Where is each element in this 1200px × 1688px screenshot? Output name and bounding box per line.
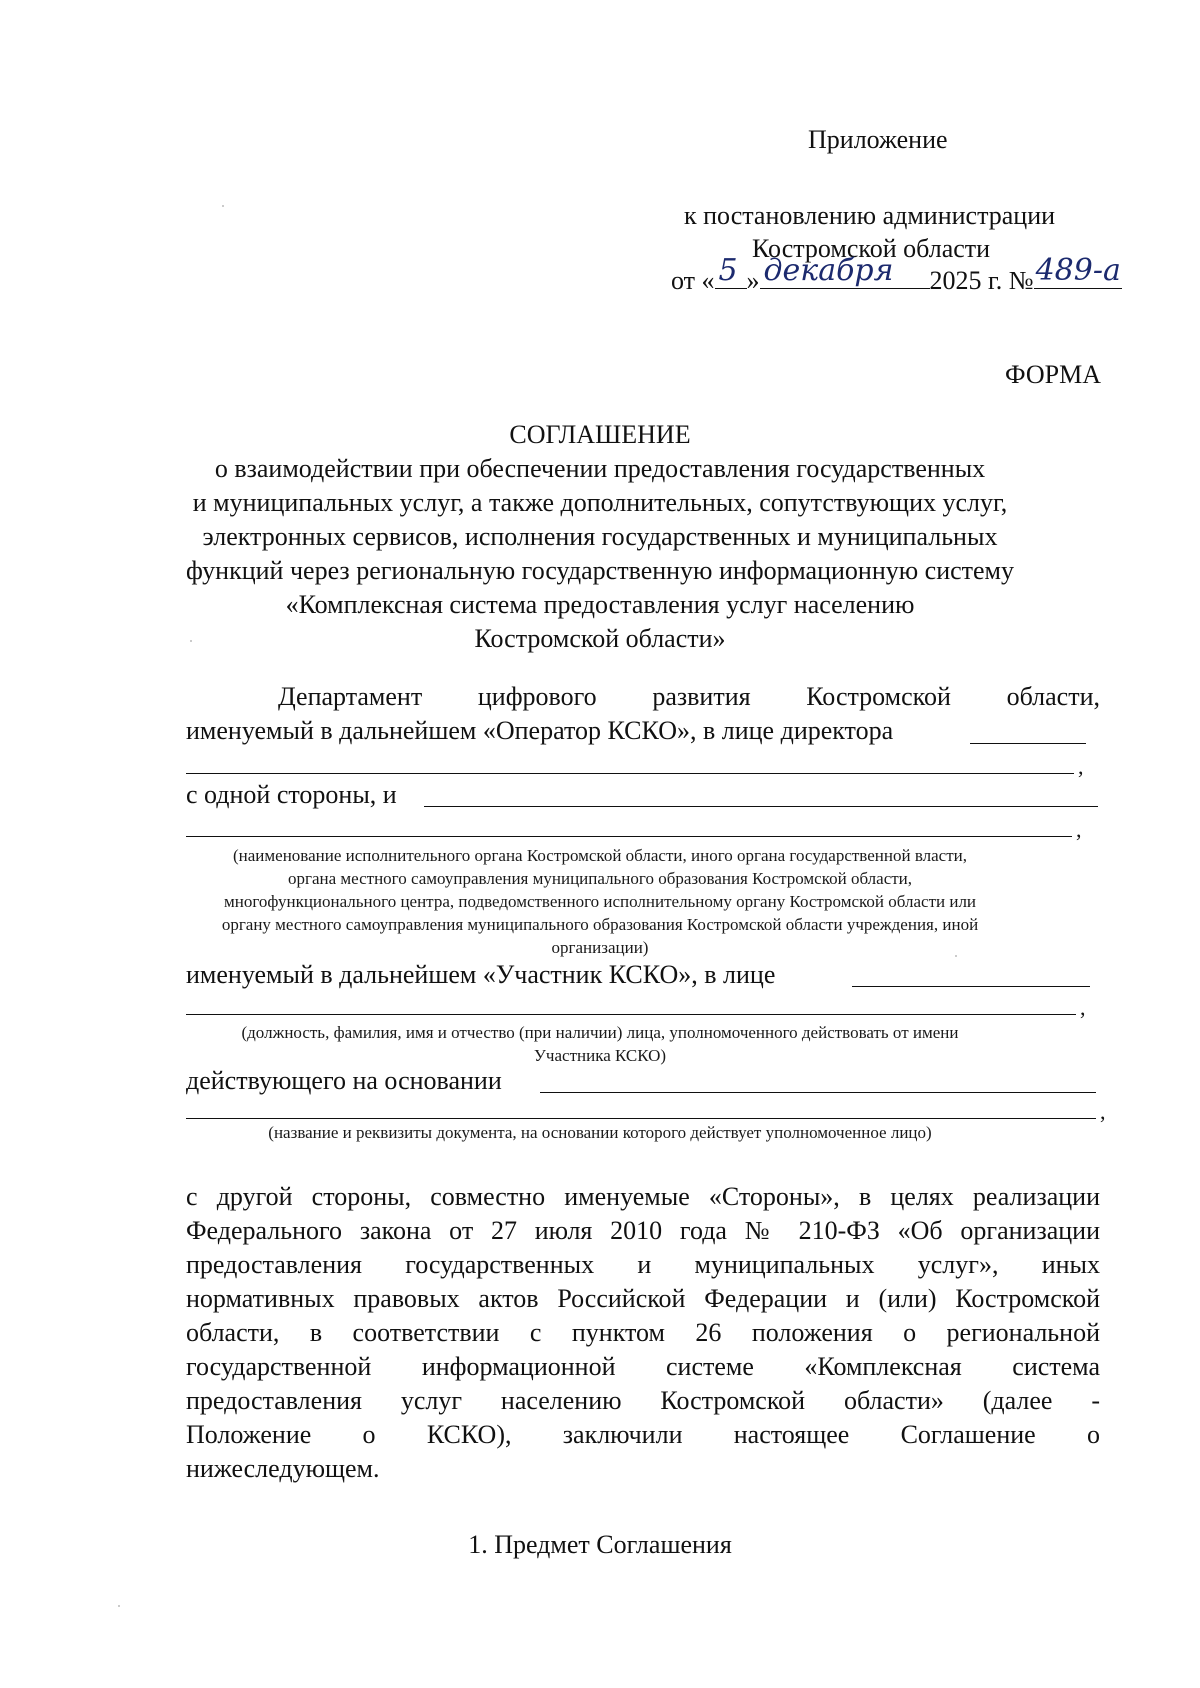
day-field [715, 253, 747, 289]
body-line: предоставления услуг населению Костромской области» (далее - [186, 1386, 1100, 1415]
form-label: ФОРМА [1005, 360, 1101, 389]
scan-speck [222, 205, 224, 207]
agreement-heading: СОГЛАШЕНИЕ [509, 420, 691, 449]
comma: , [1078, 754, 1084, 779]
body-line: предоставления государственных и муниципальных услуг», иных [186, 1250, 1100, 1279]
note-person-line: (должность, фамилия, имя и отчество (при наличии) лица, уполномоченного действовать от имени [241, 1023, 959, 1042]
body-last-line: нижеследующем. [186, 1454, 380, 1483]
basis-label: действующего на основании [186, 1066, 502, 1095]
comma: , [1076, 817, 1082, 842]
note-org-line: многофункционального центра, подведомственного исполнительному органу Костромской области или [223, 892, 977, 911]
date-prefix: от « [671, 266, 715, 295]
month-handwritten: декабря [763, 253, 894, 288]
title-line: Костромской области» [474, 624, 726, 653]
representative-line-2 [186, 1014, 1076, 1015]
number-field [1034, 253, 1122, 289]
body-line: государственной информационной системе «Комплексная система [186, 1352, 1100, 1381]
region-line: Костромской области [752, 234, 991, 263]
title-line: о взаимодействии при обеспечении предоставления государственных [214, 454, 986, 483]
note-document: (название и реквизиты документа, на основании которого действует уполномоченное лицо) [268, 1123, 932, 1142]
note-org-line: органу местного самоуправления муниципального образования Костромской области учреждения, иной [221, 915, 979, 934]
basis-document-line [540, 1092, 1096, 1093]
body-line: области, в соответствии с пунктом 26 положения о региональной [186, 1318, 1100, 1347]
participant-org-line-2 [186, 836, 1072, 837]
body-line: Федерального закона от 27 июля 2010 года № 210-ФЗ «Об организации [186, 1216, 1100, 1245]
comma: , [1080, 995, 1086, 1020]
number-handwritten: 489-а [1035, 253, 1121, 288]
title-line: «Комплексная система предоставления услуг населению [285, 590, 915, 619]
body-line: с другой стороны, совместно именуемые «Стороны», в целях реализации [186, 1182, 1100, 1211]
party-one-line1: Департамент цифрового развития Костромской области, [278, 682, 1100, 711]
note-org-line: организации) [551, 938, 649, 957]
date-line [671, 253, 1122, 296]
title-line: и муниципальных услуг, а также дополнительных, сопутствующих услуг, [192, 488, 1008, 517]
note-org-line: органа местного самоуправления муниципального образования Костромской области, [287, 869, 913, 888]
director-name-line-2 [186, 773, 1074, 774]
appendix-label: Приложение [808, 125, 948, 154]
title-line: электронных сервисов, исполнения государственных и муниципальных [202, 522, 998, 551]
section-1-heading: 1. Предмет Соглашения [468, 1530, 732, 1559]
body-line: нормативных правовых актов Российской Федерации и (или) Костромской [186, 1284, 1100, 1313]
note-person-line: Участника КСКО) [533, 1046, 667, 1065]
representative-line [852, 986, 1090, 987]
participant-org-line [424, 806, 1098, 807]
title-line: функций через региональную государственную информационную систему [185, 556, 1015, 585]
basis-document-line-2 [186, 1118, 1096, 1119]
scan-speck [118, 1605, 120, 1607]
day-handwritten: 5 [718, 253, 738, 288]
comma: , [1100, 1099, 1106, 1124]
resolution-line: к постановлению администрации [684, 201, 1056, 230]
day-close: » [746, 266, 760, 295]
month-field [760, 253, 930, 289]
side-one-label: с одной стороны, и [186, 780, 397, 809]
director-name-line [970, 743, 1086, 744]
party-one-line2: именуемый в дальнейшем «Оператор КСКО», в лице директора [186, 716, 894, 745]
participant-label: именуемый в дальнейшем «Участник КСКО», в лице [186, 960, 776, 989]
note-org-line: (наименование исполнительного органа Костромской области, иного органа государственной власти, [233, 846, 967, 865]
year-label: 2025 г. № [929, 266, 1034, 295]
body-line: Положение о КСКО), заключили настоящее Соглашение о [186, 1420, 1100, 1449]
